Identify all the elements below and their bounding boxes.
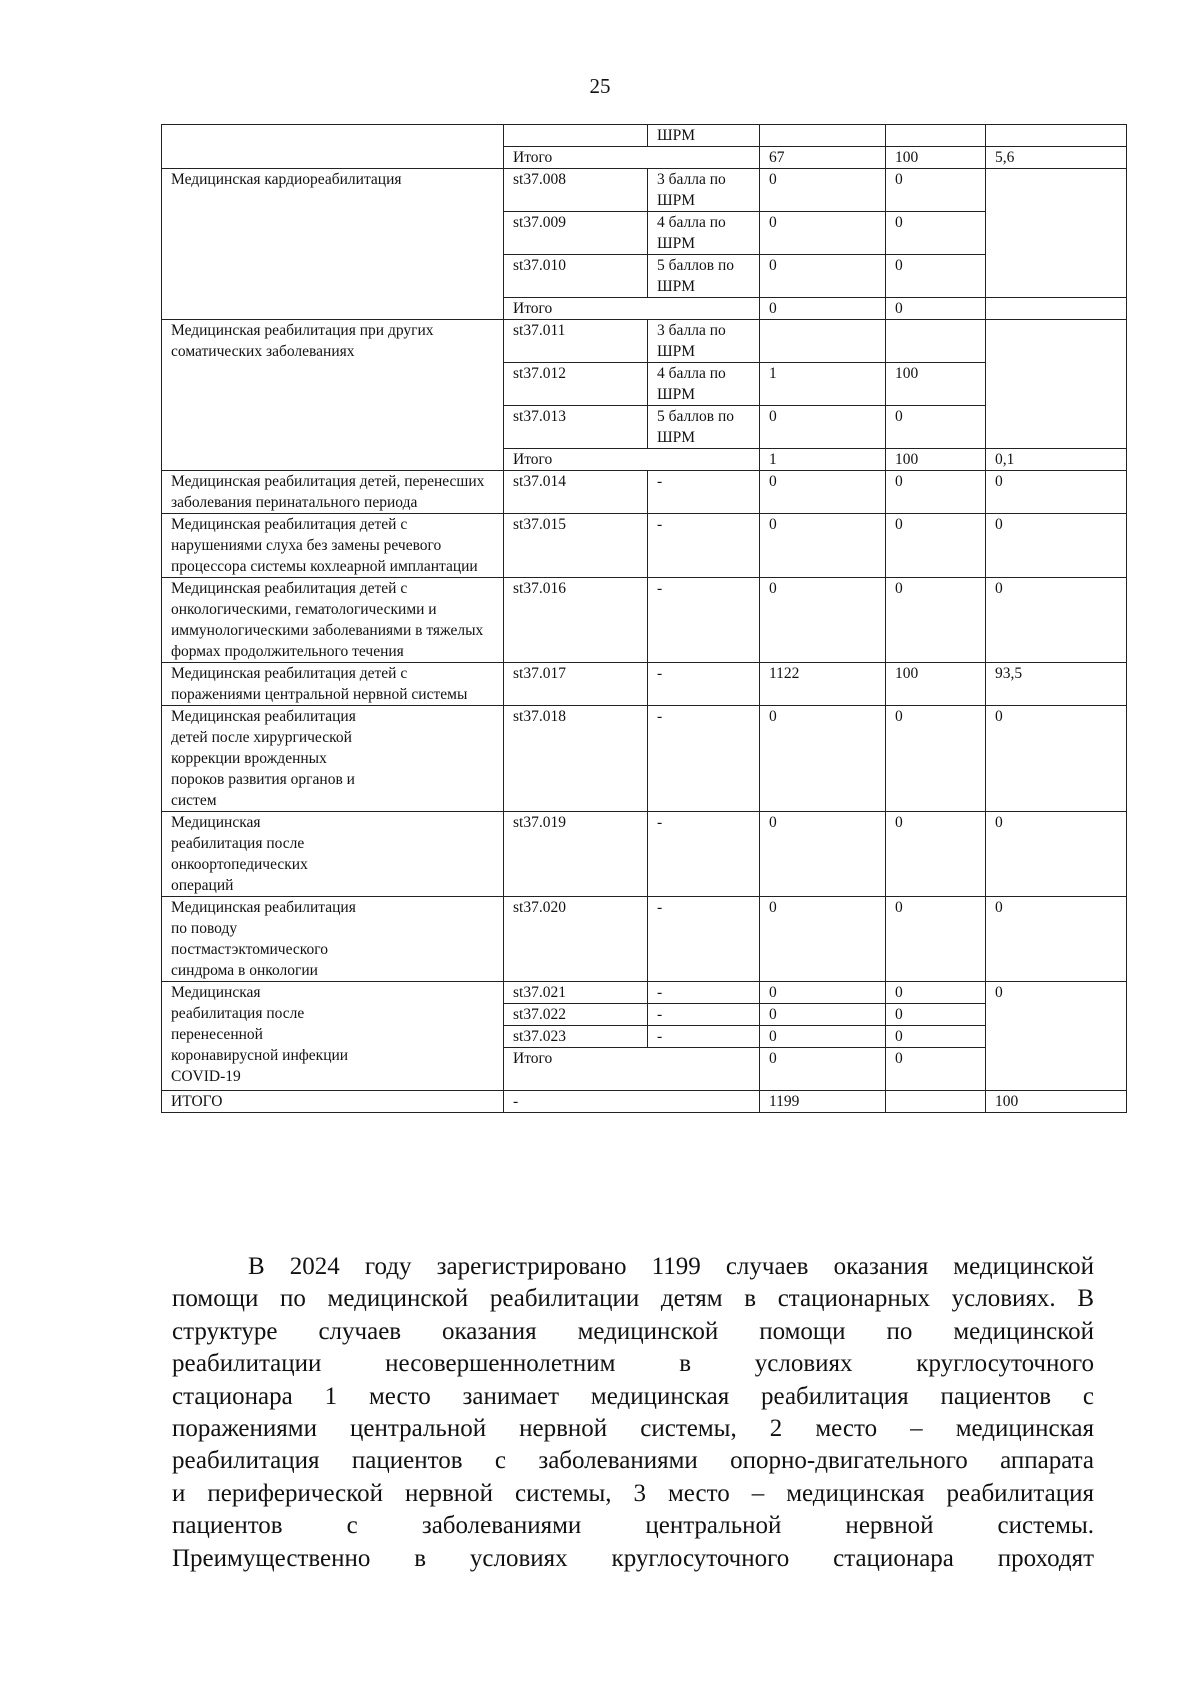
count-cell: 0 <box>760 1026 886 1048</box>
grade-cell: - <box>648 1004 760 1026</box>
total-label: Итого <box>504 298 760 320</box>
count-cell: 0 <box>760 706 886 812</box>
grade-cell: - <box>648 471 760 514</box>
count-cell: 0 <box>760 212 886 255</box>
code-cell: st37.011 <box>504 320 648 363</box>
grade-cell: - <box>648 812 760 897</box>
code-cell: st37.017 <box>504 663 648 706</box>
share-cell: 0 <box>986 982 1127 1091</box>
percent-cell: 100 <box>886 363 986 406</box>
rehabilitation-table <box>161 124 1127 1113</box>
percent-cell: 0 <box>886 706 986 812</box>
percent-cell: 0 <box>886 1026 986 1048</box>
total-label: Итого <box>504 1048 760 1091</box>
code-cell: st37.023 <box>504 1026 648 1048</box>
section-name: Медицинская реабилитация после онкоортопедических операций <box>162 812 504 897</box>
paragraph-line: стационара 1 место занимает медицинская реабилитация пациентов с <box>172 1382 1094 1410</box>
share-cell: 5,6 <box>986 147 1127 169</box>
grand-total-label: ИТОГО <box>162 1091 504 1113</box>
share-cell: 93,5 <box>986 663 1127 706</box>
grade-cell: - <box>648 982 760 1004</box>
section-name: Медицинская кардиореабилитация <box>162 169 504 320</box>
code-cell: st37.021 <box>504 982 648 1004</box>
grade-cell: - <box>648 706 760 812</box>
percent-cell: 100 <box>886 147 986 169</box>
page-number: 25 <box>589 74 611 98</box>
body-paragraph <box>172 1251 1094 1575</box>
grade-cell: 3 балла по ШРМ <box>648 320 760 363</box>
paragraph-line: Преимущественно в условиях круглосуточного стационара проходят <box>172 1544 1094 1572</box>
table-row <box>162 812 1127 897</box>
share-cell: 0 <box>986 706 1127 812</box>
code-cell: st37.008 <box>504 169 648 212</box>
count-cell <box>760 320 886 363</box>
code-cell: st37.016 <box>504 578 648 663</box>
code-cell: st37.020 <box>504 897 648 982</box>
count-cell: 0 <box>760 897 886 982</box>
share-cell: 0 <box>986 578 1127 663</box>
table-row <box>162 169 1127 212</box>
grade-cell: 5 баллов по ШРМ <box>648 255 760 298</box>
count-cell: 0 <box>760 169 886 212</box>
count-cell: 0 <box>760 1048 886 1091</box>
paragraph-line: поражениями центральной нервной системы, 2 место – медицинская <box>172 1415 1094 1443</box>
count-cell: 0 <box>760 578 886 663</box>
section-name: Медицинская реабилитация детей после хирургической коррекции врожденных пороков развития органов и систем <box>162 706 504 812</box>
paragraph-line: пациентов с заболеваниями центральной нервной системы. <box>172 1512 1094 1540</box>
table-row <box>162 897 1127 982</box>
percent-cell: 0 <box>886 212 986 255</box>
section-name: Медицинская реабилитация детей с нарушениями слуха без замены речевого процессора системы кохлеарной имплантации <box>162 514 504 578</box>
table-row <box>162 578 1127 663</box>
count-cell: 67 <box>760 147 886 169</box>
code-cell: st37.014 <box>504 471 648 514</box>
paragraph-line: реабилитация пациентов с заболеваниями опорно-двигательного аппарата <box>172 1447 1094 1475</box>
percent-cell: 0 <box>886 406 986 449</box>
count-cell: 0 <box>760 298 886 320</box>
count-cell: 0 <box>760 406 886 449</box>
code-cell: st37.019 <box>504 812 648 897</box>
percent-cell: 0 <box>886 169 986 212</box>
grade-cell: 4 балла по ШРМ <box>648 363 760 406</box>
count-cell: 0 <box>760 514 886 578</box>
percent-cell: 0 <box>886 255 986 298</box>
grade-cell: - <box>648 1026 760 1048</box>
grand-total-count: 1199 <box>760 1091 886 1113</box>
grade-cell: - <box>648 578 760 663</box>
percent-cell <box>886 320 986 363</box>
table-row <box>162 1091 1127 1113</box>
count-cell: 1 <box>760 449 886 471</box>
count-cell: 0 <box>760 982 886 1004</box>
count-cell: 0 <box>760 471 886 514</box>
table-row <box>162 125 1127 147</box>
count-cell: 1122 <box>760 663 886 706</box>
paragraph-line: структуре случаев оказания медицинской помощи по медицинской <box>172 1317 1094 1345</box>
percent-cell: 100 <box>886 449 986 471</box>
share-cell: 0 <box>986 812 1127 897</box>
grand-total-share: 100 <box>986 1091 1127 1113</box>
grade-cell: - <box>648 663 760 706</box>
code-cell: st37.013 <box>504 406 648 449</box>
count-cell: 0 <box>760 255 886 298</box>
table-row <box>162 706 1127 812</box>
paragraph-line: реабилитации несовершеннолетним в условиях круглосуточного <box>172 1350 1094 1378</box>
percent-cell: 0 <box>886 812 986 897</box>
table-row <box>162 663 1127 706</box>
percent-cell: 0 <box>886 1048 986 1091</box>
table-row <box>162 982 1127 1004</box>
paragraph-line: помощи по медицинской реабилитации детям в стационарных условиях. В <box>172 1285 1094 1313</box>
percent-cell: 0 <box>886 298 986 320</box>
section-name: Медицинская реабилитация детей с онкологическими, гематологическими и иммунологическими заболеваниями в тяжелых формах продолжительного течения <box>162 578 504 663</box>
code-cell: st37.018 <box>504 706 648 812</box>
paragraph-line: В 2024 году зарегистрировано 1199 случаев оказания медицинской <box>248 1253 1094 1280</box>
section-name: Медицинская реабилитация по поводу постмастэктомического синдрома в онкологии <box>162 897 504 982</box>
percent-cell: 100 <box>886 663 986 706</box>
code-cell: st37.009 <box>504 212 648 255</box>
grade-cell: 5 баллов по ШРМ <box>648 406 760 449</box>
code-cell: st37.010 <box>504 255 648 298</box>
share-cell: 0 <box>986 471 1127 514</box>
share-cell: 0 <box>986 514 1127 578</box>
section-name: Медицинская реабилитация при других соматических заболеваниях <box>162 320 504 471</box>
grade-cell: 4 балла по ШРМ <box>648 212 760 255</box>
table-row <box>162 514 1127 578</box>
table-row <box>162 320 1127 363</box>
percent-cell: 0 <box>886 514 986 578</box>
section-name: Медицинская реабилитация детей с поражениями центральной нервной системы <box>162 663 504 706</box>
section-name: Медицинская реабилитация после перенесенной коронавирусной инфекции COVID-19 <box>162 982 504 1091</box>
count-cell: 0 <box>760 1004 886 1026</box>
paragraph-line: и периферической нервной системы, 3 место – медицинская реабилитация <box>172 1479 1094 1507</box>
percent-cell: 0 <box>886 471 986 514</box>
section-name: Медицинская реабилитация детей, перенесших заболевания перинатального периода <box>162 471 504 514</box>
count-cell: 0 <box>760 812 886 897</box>
count-cell: 1 <box>760 363 886 406</box>
code-cell: st37.012 <box>504 363 648 406</box>
grade-cell: ШРМ <box>648 125 760 147</box>
grade-cell: 3 балла по ШРМ <box>648 169 760 212</box>
percent-cell: 0 <box>886 1004 986 1026</box>
total-label: Итого <box>504 147 760 169</box>
share-cell: 0 <box>986 897 1127 982</box>
grade-cell: - <box>648 897 760 982</box>
percent-cell: 0 <box>886 897 986 982</box>
percent-cell: 0 <box>886 982 986 1004</box>
code-cell: st37.015 <box>504 514 648 578</box>
code-cell: st37.022 <box>504 1004 648 1026</box>
grand-total-dash: - <box>504 1091 760 1113</box>
percent-cell: 0 <box>886 578 986 663</box>
grade-cell: - <box>648 514 760 578</box>
table-row <box>162 471 1127 514</box>
share-cell: 0,1 <box>986 449 1127 471</box>
total-label: Итого <box>504 449 760 471</box>
